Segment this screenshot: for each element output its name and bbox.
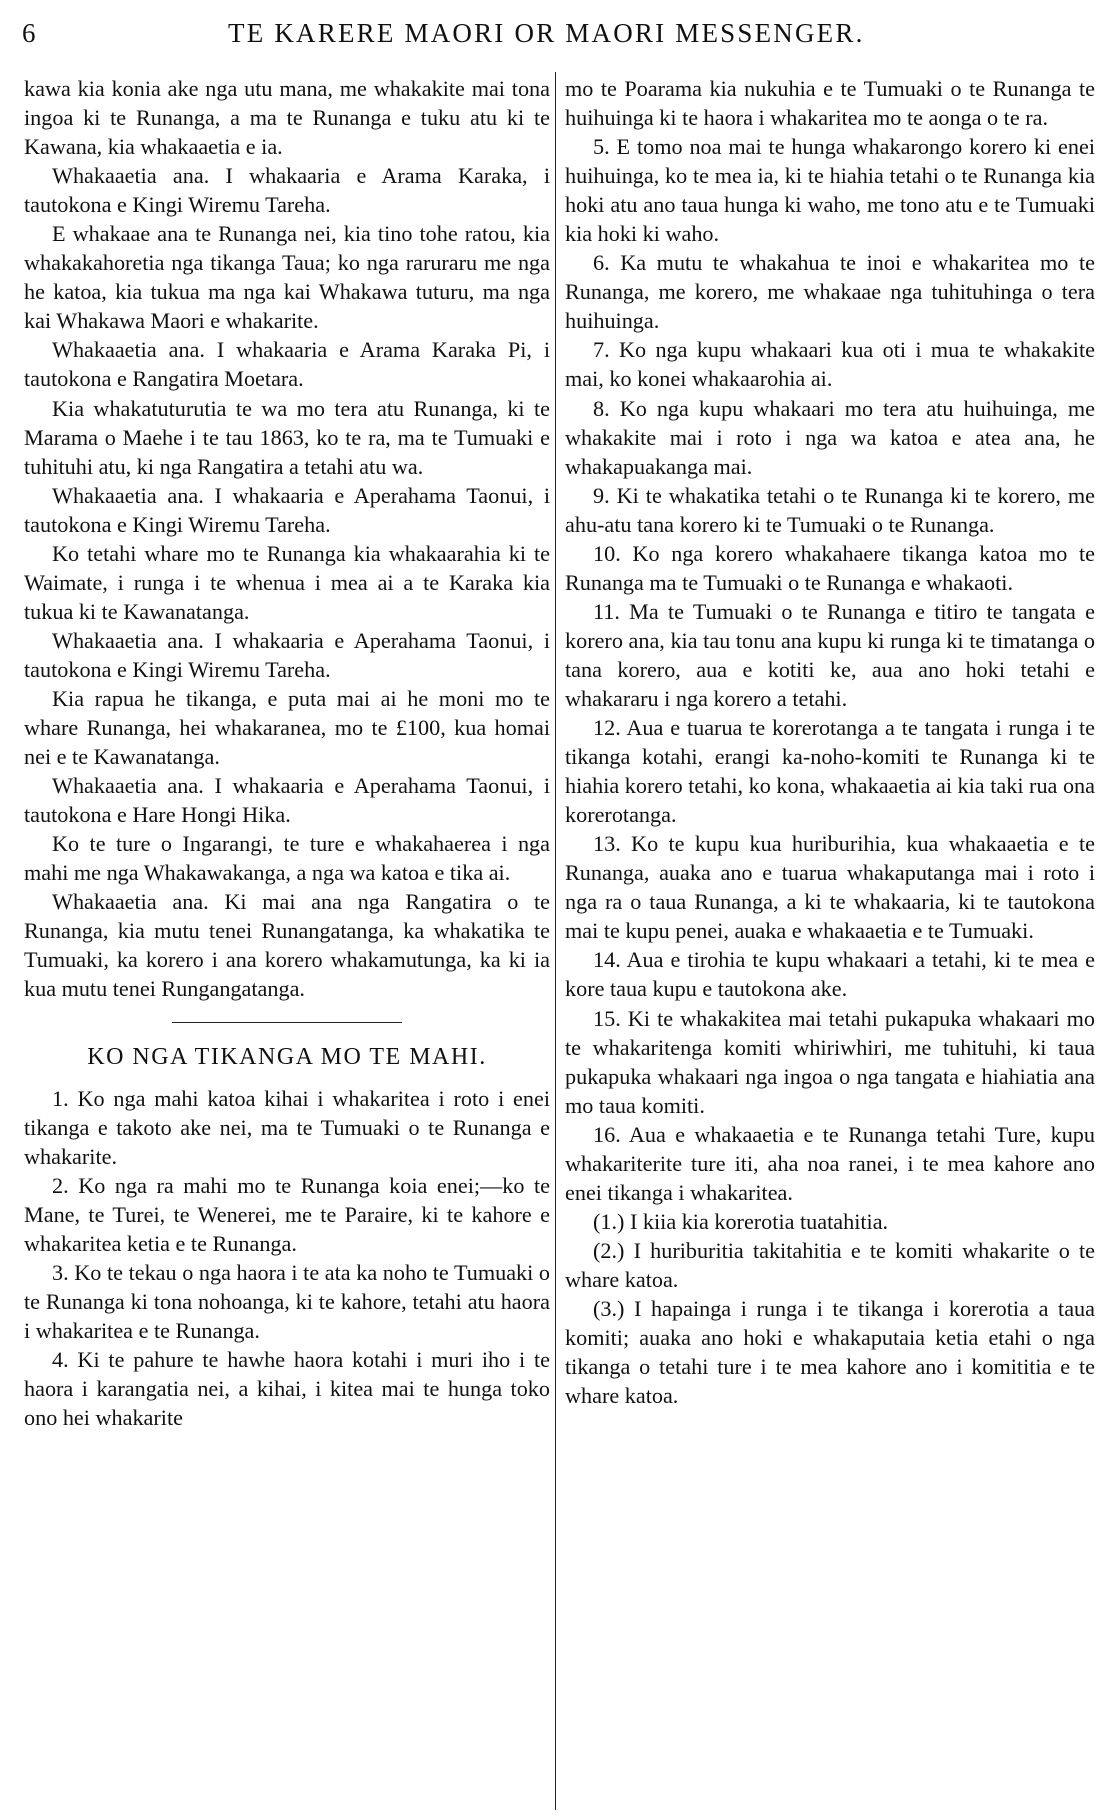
sub-item: (1.) I kiia kia korerotia tuatahitia. [593, 1208, 889, 1234]
column-divider [555, 72, 556, 1810]
rule-item: 12. Aua e tuarua te korerotanga a te tangata i runga i te tikanga kotahi, erangi ka-noho-komiti te Runanga ki te hiahia korero tetahi, ko kona, whakaaetia ai kia taki rua ona korerotanga. [565, 715, 1095, 828]
rule-item: 4. Ki te pahure te hawhe haora kotahi i muri iho i te haora i karangatia nei, a kihai, i kitea mai te hunga toko ono hei whakarite [24, 1346, 550, 1431]
page-number: 6 [22, 18, 37, 48]
paragraph: Whakaaetia ana. Ki mai ana nga Rangatira o te Runanga, kia mutu tenei Runangatanga, ka whakatika te Tumuaki, ka korero i ana korero whakamutunga, ka ki ia kua mutu tenei Rungangatanga. [24, 889, 550, 1002]
rule-item: 13. Ko te kupu kua huriburihia, kua whakaaetia e te Runanga, auaka ano e tuarua whakaputanga mai i roto i nga ra o taua Runanga, a ki te whakaaria, ki te tautokona mai te kupu penei, auaka e whakaaetia e te Tumuaki. [565, 831, 1095, 944]
left-column [24, 74, 550, 1432]
paragraph: Kia whakatuturutia te wa mo tera atu Runanga, ki te Marama o Maehe i te tau 1863, ko te ra, ma te Tumuaki e tuhituhi atu, ki nga Rangatira a tetahi atu wa. [24, 395, 550, 479]
rule-item: 1. Ko nga mahi katoa kihai i whakaritea i roto i enei tikanga e takoto ake nei, ma te Tumuaki o te Runanga e whakarite. [24, 1085, 550, 1169]
paragraph: Whakaaetia ana. I whakaaria e Arama Karaka, i tautokona e Kingi Wiremu Tareha. [24, 163, 550, 218]
rule-item: 11. Ma te Tumuaki o te Runanga e titiro te tangata e korero ana, kia tau tonu ana kupu ki runga ki te timatanga o tana korero, aua e kotiti ke, aua ano hoki tetahi e whakararu i nga korero a tetahi. [565, 598, 1095, 711]
section-heading: KO NGA TIKANGA MO TE MAHI. [87, 1043, 487, 1070]
paragraph-continued: mo te Poarama kia nukuhia e te Tumuaki o te Runanga te huihuinga ki te haora i whakaritea mo te aonga o te ra. [565, 76, 1095, 131]
paragraph: Whakaaetia ana. I whakaaria e Arama Karaka Pi, i tautokona e Rangatira Moetara. [24, 337, 550, 392]
rule-item: 8. Ko nga kupu whakaari mo tera atu huihuinga, me whakakite mai i roto i nga wa katoa e atea ana, he whakapuakanga mai. [565, 395, 1095, 479]
left-paragraphs [24, 74, 550, 1004]
paragraph: Whakaaetia ana. I whakaaria e Aperahama Taonui, i tautokona e Kingi Wiremu Tareha. [24, 482, 550, 537]
running-title: TE KARERE MAORI OR MAORI MESSENGER. [228, 18, 865, 48]
paragraph: Ko te ture o Ingarangi, te ture e whakahaerea i nga mahi me nga Whakawakanga, a nga wa katoa e tika ai. [24, 831, 550, 886]
rule-item: 16. Aua e whakaaetia e te Runanga tetahi Ture, kupu whakariterite ture iti, aha noa ranei, i te mea kahore ano enei tikanga i whakaritea. [565, 1121, 1095, 1205]
rule-item: 3. Ko te tekau o nga haora i te ata ka noho te Tumuaki o te Runanga ki tona nohoanga, ki te kahore, tetahi atu haora i whakaritea e te Runanga. [24, 1259, 550, 1343]
sub-items [565, 1207, 1095, 1410]
paragraph: Whakaaetia ana. I whakaaria e Aperahama Taonui, i tautokona e Kingi Wiremu Tareha. [24, 627, 550, 682]
rule-item: 10. Ko nga korero whakahaere tikanga katoa mo te Runanga ma te Tumuaki o te Runanga e whakaoti. [565, 540, 1095, 595]
left-rules [24, 1084, 550, 1433]
rule-item: 9. Ki te whakatika tetahi o te Runanga ki te korero, me ahu-atu tana korero ki te Tumuaki o te Runanga. [565, 482, 1095, 537]
rule-item: 7. Ko nga kupu whakaari kua oti i mua te whakakite mai, ko konei whakaarohia ai. [565, 337, 1095, 392]
right-rules [565, 132, 1095, 1207]
paragraph: Ko tetahi whare mo te Runanga kia whakaarahia ki te Waimate, i runga i te whenua i mea ai a te Karaka kia tukua ki te Kawanatanga. [24, 540, 550, 624]
sub-item: (3.) I hapainga i runga i te tikanga i korerotia a taua komiti; auaka ano hoki e whakaputaia ketia etahi o nga tikanga o tetahi ture i te mea kahore ano i komititia e te whare katoa. [565, 1295, 1095, 1409]
paragraph: kawa kia konia ake nga utu mana, me whakakite mai tona ingoa ki te Runanga, a ma te Runanga e tuku atu ki te Kawana, kia whakaaetia e ia. [24, 76, 550, 160]
paragraph: E whakaae ana te Runanga nei, kia tino tohe ratou, kia whakakahoretia nga tikanga Taua; ko nga raruraru me nga he katoa, kia tukua ma nga kai Whakawa tuturu, ma nga kai Whakawa Maori e whakarite. [24, 221, 550, 334]
section-divider-rule [172, 1022, 402, 1023]
rule-item: 5. E tomo noa mai te hunga whakarongo korero ki enei huihuinga, ko te mea ia, ki te hiahia tetahi o te Runanga kia hoki atu ano taua hunga ki waho, me tono atu e te Tumuaki kia hoki ki waho. [565, 134, 1095, 247]
paragraph: Whakaaetia ana. I whakaaria e Aperahama Taonui, i tautokona e Hare Hongi Hika. [24, 773, 550, 828]
sub-item: (2.) I huriburitia takitahitia e te komiti whakarite o te whare katoa. [565, 1237, 1095, 1292]
rule-item: 15. Ki te whakakitea mai tetahi pukapuka whakaari mo te whakaritenga komiti whiriwhiri, me tuhituhi, ki taua pukapuka whakaari nga ingoa o nga tangata e hiahiatia ana mo taua komiti. [565, 1005, 1095, 1118]
paragraph: Kia rapua he tikanga, e puta mai ai he moni mo te whare Runanga, hei whakaranea, mo te £100, kua homai nei e te Kawanatanga. [24, 685, 550, 770]
right-column [565, 74, 1095, 1410]
rule-item: 14. Aua e tirohia te kupu whakaari a tetahi, ki te mea e kore taua kupu e tautokona ake. [565, 947, 1095, 1002]
page-header [22, 18, 1102, 62]
rule-item: 6. Ka mutu te whakahua te inoi e whakaritea mo te Runanga, me korero, me whakaae nga tuhituhinga o tera huihuinga. [565, 250, 1095, 334]
rule-item: 2. Ko nga ra mahi mo te Runanga koia enei;—ko te Mane, te Turei, te Wenerei, me te Paraire, ki te kahore e whakaritea ketia e te Runanga. [24, 1172, 550, 1256]
